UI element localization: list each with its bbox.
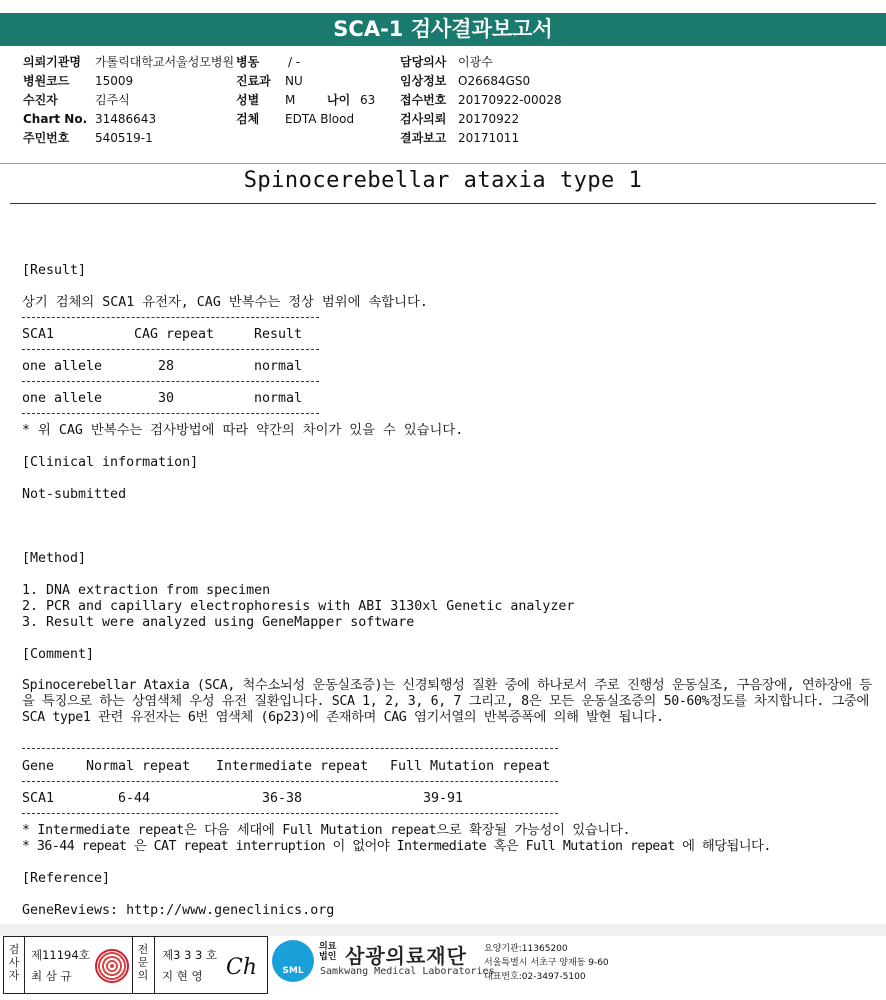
dash-line <box>22 748 558 749</box>
examiner-name: 최 삼 규 <box>31 969 72 983</box>
dash-line <box>22 317 319 318</box>
org-phone: 대표번호:02-3497-5100 <box>484 972 586 982</box>
result-note: * 위 CAG 반복수는 검사방법에 따라 약간의 차이가 있을 수 있습니다. <box>22 423 464 438</box>
comment-header-normal: Normal repeat <box>86 759 191 774</box>
reference-heading: [Reference] <box>22 871 111 886</box>
chart-value: 31486643 <box>95 112 157 126</box>
method-step-2: 2. PCR and capillary electrophoresis with ABI 3130xl Genetic analyzer <box>22 599 575 614</box>
comment-heading: [Comment] <box>22 647 95 662</box>
specialist-signature: Ch <box>226 955 258 980</box>
info-col1 <box>23 53 234 148</box>
result-row1-repeat: 28 <box>158 359 175 374</box>
result-report-label: 결과보고 <box>400 131 447 145</box>
org-address: 서울특별시 서초구 양재동 9-60 <box>484 958 609 968</box>
department-label: 진료과 <box>236 74 271 88</box>
comment-note-1: * Intermediate repeat은 다음 세대에 Full Mutation repeat으로 확장될 가능성이 있습니다. <box>22 823 631 838</box>
logo-text: SML <box>282 966 304 976</box>
clinical-info-label: 임상정보 <box>400 74 447 88</box>
ward-label: 병동 <box>236 55 260 69</box>
comment-row-intermediate: 36-38 <box>262 791 303 806</box>
dash-line <box>22 413 319 414</box>
examiner-license: 제11194호 <box>31 948 90 962</box>
age-label: 나이 <box>327 93 351 107</box>
comment-row-full: 39-91 <box>423 791 464 806</box>
footer-band <box>0 924 886 936</box>
result-header-col2: CAG repeat <box>134 327 215 342</box>
chart-label: Chart No. <box>23 112 88 126</box>
clinical-heading: [Clinical information] <box>22 455 199 470</box>
receipt-label: 접수번호 <box>400 93 447 107</box>
result-row2-allele: one allele <box>22 391 103 406</box>
institution-label: 의뢰기관명 <box>23 55 81 69</box>
specialist-label: 전문의 <box>137 943 149 982</box>
sml-logo-icon <box>272 940 314 982</box>
rrn-label: 주민번호 <box>23 131 70 145</box>
signature-box <box>3 936 268 994</box>
result-heading: [Result] <box>22 263 87 278</box>
comment-paragraph: Spinocerebellar Ataxia (SCA, 척수소뇌성 운동실조증)는 신경퇴행성 질환 중에 하나로서 주로 진행성 운동실조, 구음장애, 연하장애 등을 특징으로 하는 상염색체 우성 유전 질환입니다. SCA 1, 2, 3, 6, 7 그리고, 8은 모든 운동실조증의 50-60%정도를 차지합니다. 그중에 SCA type1 관련 유전자는 6번 염색체 (6p23)에 존재하며 CAG 염기서열의 반복증폭에 의해 발현 됩니다. <box>22 678 872 725</box>
info-col3 <box>400 53 562 148</box>
comment-header-intermediate: Intermediate repeat <box>216 759 369 774</box>
info-col2 <box>236 53 375 129</box>
rrn-value: 540519-1 <box>95 131 153 145</box>
org-prefix: 의료법인 <box>319 942 337 962</box>
report-title: SCA-1 검사결과보고서 <box>0 13 886 46</box>
divider-top <box>0 163 886 164</box>
specimen-label: 검체 <box>236 112 260 126</box>
comment-row-normal: 6-44 <box>118 791 151 806</box>
result-row1-allele: one allele <box>22 359 103 374</box>
dash-line <box>22 813 558 814</box>
result-report-value: 20171011 <box>458 131 520 145</box>
test-title: Spinocerebellar ataxia type 1 <box>243 168 643 193</box>
result-row2-result: normal <box>254 391 303 406</box>
examinee-label: 수진자 <box>23 93 58 107</box>
comment-header-gene: Gene <box>22 759 55 774</box>
sex-value: M <box>285 93 296 107</box>
specimen-value: EDTA Blood <box>285 112 355 126</box>
request-value: 20170922 <box>458 112 520 126</box>
hospital-code-value: 15009 <box>95 74 134 88</box>
org-english: Samkwang Medical Laboratories <box>320 966 495 977</box>
result-header-col1: SCA1 <box>22 327 55 342</box>
method-step-3: 3. Result were analyzed using GeneMapper software <box>22 615 415 630</box>
result-row1-result: normal <box>254 359 303 374</box>
doctor-label: 담당의사 <box>400 55 447 69</box>
comment-note-2: * 36-44 repeat 은 CAT repeat interruption 이 없어야 Intermediate 혹은 Full Mutation repeat 에 해당됩니다. <box>22 839 771 854</box>
footer <box>0 936 886 1000</box>
ward-value: / - <box>288 55 301 69</box>
reference-text: GeneReviews: http://www.geneclinics.org <box>22 903 335 918</box>
examiner-seal-icon <box>95 949 129 983</box>
examiner-label: 검사자 <box>8 943 20 982</box>
result-header-col3: Result <box>254 327 303 342</box>
hospital-code-label: 병원코드 <box>23 74 70 88</box>
examinee-value: 김주식 <box>95 93 130 107</box>
comment-row-gene: SCA1 <box>22 791 55 806</box>
result-row2-repeat: 30 <box>158 391 175 406</box>
age-value: 63 <box>360 93 376 107</box>
divider-title <box>10 203 876 204</box>
institution-value: 가톨릭대학교서울성모병원 <box>95 55 235 69</box>
dash-line <box>22 349 319 350</box>
department-value: NU <box>285 74 303 88</box>
method-heading: [Method] <box>22 551 87 566</box>
org-name: 삼광의료재단 <box>345 944 467 968</box>
clinical-info-value: O26684GS0 <box>458 74 531 88</box>
dash-line <box>22 381 319 382</box>
doctor-value: 이광수 <box>458 55 493 69</box>
care-institution: 요양기관:11365200 <box>484 944 568 954</box>
specialist-license: 제3 3 3 호 <box>162 948 218 962</box>
dash-line <box>22 781 558 782</box>
sex-label: 성별 <box>236 93 260 107</box>
org-info <box>484 942 609 984</box>
comment-header-full: Full Mutation repeat <box>390 759 551 774</box>
receipt-value: 20170922-00028 <box>458 93 562 107</box>
clinical-text: Not-submitted <box>22 487 127 502</box>
request-label: 검사의뢰 <box>400 112 447 126</box>
result-summary: 상기 검체의 SCA1 유전자, CAG 반복수는 정상 범위에 속합니다. <box>22 295 428 310</box>
specialist-name: 지 현 영 <box>162 969 203 983</box>
method-step-1: 1. DNA extraction from specimen <box>22 583 271 598</box>
